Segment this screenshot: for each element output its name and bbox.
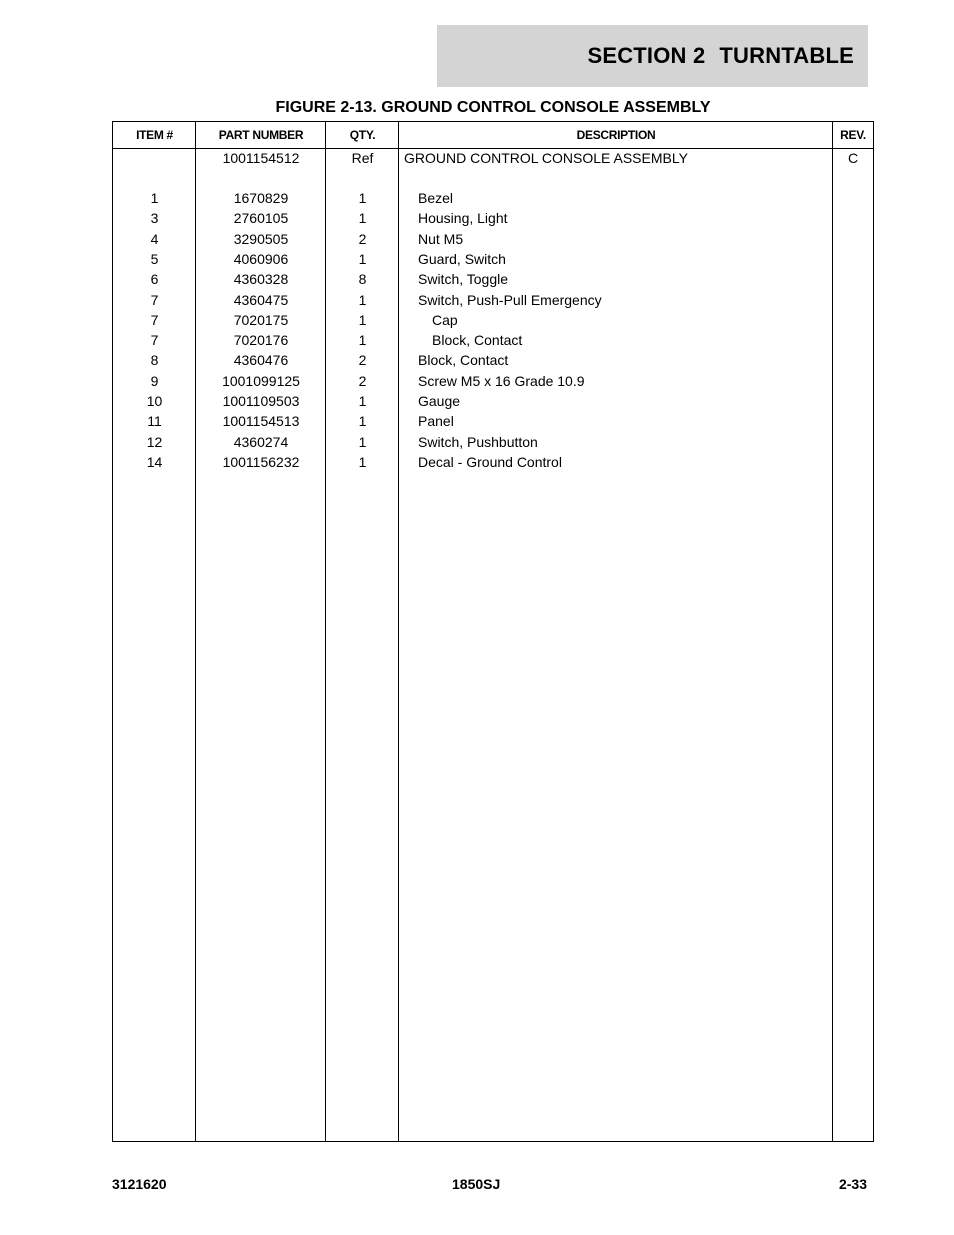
item-number-cell: 11 [147,413,162,430]
parts-table [112,121,874,1142]
item-number-cell: 14 [146,453,163,470]
item-number-cell: 7 [150,332,159,349]
quantity-cell: 2 [358,352,367,369]
table-row [113,371,873,391]
table-row [113,310,873,330]
table-row [113,188,873,208]
table-row [113,229,873,249]
quantity-cell: 1 [358,210,367,227]
part-number-cell: 4360475 [233,291,289,308]
header-qty: QTY. [349,128,376,142]
item-number-cell: 8 [150,352,159,369]
description-cell: Switch, Push-Pull Emergency [418,291,602,308]
table-row [113,452,873,472]
header-part-number: PART NUMBER [218,128,304,142]
table-row [113,148,873,168]
header-description: DESCRIPTION [576,128,656,142]
description-cell: Decal - Ground Control [418,453,562,470]
section-number: SECTION 2 [587,43,706,68]
part-number-cell: 3290505 [233,230,289,247]
description-cell: Nut M5 [418,230,464,247]
section-title: TURNTABLE [719,43,854,68]
part-number-cell: 1670829 [233,190,289,206]
description-cell: GROUND CONTROL CONSOLE ASSEMBLY [404,150,688,166]
part-number-cell: 7020176 [233,332,289,349]
description-cell: Block, Contact [418,352,509,369]
header-rev: REV. [840,128,866,142]
description-cell: Switch, Toggle [418,271,509,288]
table-row [113,290,873,310]
item-number-cell: 10 [146,393,163,409]
quantity-cell: 1 [358,311,367,328]
table-row [113,350,873,370]
item-number-cell: 7 [150,311,159,328]
quantity-cell: 1 [358,453,367,470]
quantity-cell: 2 [358,230,367,247]
item-number-cell: 4 [150,230,159,247]
part-number-cell: 2760105 [233,210,289,227]
part-number-cell: 4360328 [233,271,289,288]
header-item: ITEM # [136,128,173,142]
part-number-cell: 4360274 [233,433,289,450]
part-number-cell: 1001099125 [222,372,300,389]
part-number-cell: 4060906 [233,250,289,267]
item-number-cell: 12 [146,433,163,450]
item-number-cell: 9 [150,372,159,389]
description-cell: Switch, Pushbutton [418,433,538,450]
quantity-cell: 1 [358,190,367,206]
part-number-cell: 1001156232 [222,453,300,470]
part-number-cell: 4360476 [233,352,289,369]
footer-model: 1850SJ [452,1176,501,1192]
footer-doc-number: 3121620 [112,1176,167,1192]
description-cell: Guard, Switch [418,250,506,267]
quantity-cell: 1 [358,332,367,349]
item-number-cell: 3 [150,210,159,227]
description-cell: Housing, Light [418,210,508,227]
section-header [437,25,868,87]
table-row [113,411,873,431]
table-row [113,330,873,350]
table-row [113,208,873,228]
item-number-cell: 1 [150,190,159,206]
quantity-cell: 1 [358,433,367,450]
table-row [113,249,873,269]
description-cell: Cap [432,311,458,328]
description-cell: Panel [418,413,454,430]
quantity-cell: 1 [358,393,367,409]
table-row [113,391,873,411]
item-number-cell: 7 [150,291,159,308]
part-number-cell: 7020175 [233,311,289,328]
description-cell: Bezel [418,190,454,206]
part-number-cell: 1001109503 [222,393,300,409]
item-number-cell: 6 [150,271,159,288]
item-number-cell: 5 [150,250,159,267]
table-row [113,269,873,289]
revision-cell: C [847,150,859,166]
table-row [113,432,873,452]
description-cell: Block, Contact [432,332,523,349]
part-number-cell: 1001154512 [222,150,300,166]
quantity-cell: 1 [358,291,367,308]
quantity-cell: 8 [358,271,367,288]
quantity-cell: 1 [358,413,367,430]
quantity-cell: Ref [351,150,374,166]
description-cell: Gauge [418,393,461,409]
part-number-cell: 1001154513 [222,413,300,430]
quantity-cell: 1 [358,250,367,267]
quantity-cell: 2 [358,372,367,389]
description-cell: Screw M5 x 16 Grade 10.9 [418,372,585,389]
footer-page-number: 2-33 [838,1176,867,1192]
figure-title: FIGURE 2-13. GROUND CONTROL CONSOLE ASSEMBLY [275,99,711,116]
